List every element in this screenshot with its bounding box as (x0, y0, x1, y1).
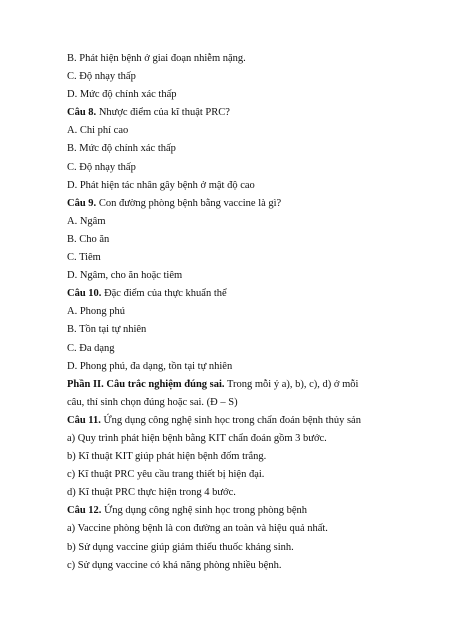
q7-option-b: B. Phát hiện bệnh ở giai đoạn nhiễm nặng. (67, 53, 246, 64)
q11-item-a: a) Quy trình phát hiện bệnh bằng KIT chẩn đoán gồm 3 bước. (67, 432, 327, 444)
q10-option-d: D. Phong phú, đa dạng, tồn tại tự nhiên (67, 360, 233, 372)
question-8 (67, 104, 393, 122)
q9-option-b: B. Cho ăn (67, 233, 110, 245)
q11-item-b: b) Kĩ thuật KIT giúp phát hiện bệnh đốm trắng. (67, 451, 267, 463)
question-9-text: Con đường phòng bệnh bằng vaccine là gì? (96, 197, 282, 209)
part-2-instruction-line2: câu, thí sinh chọn đúng hoặc sai. (Đ – S) (67, 396, 238, 408)
part-2-instruction-line1: Trong mỗi ý a), b), c), d) ở mỗi (224, 378, 359, 390)
q12-item-c: c) Sử dụng vaccine có khả năng phòng nhiều bệnh. (67, 559, 282, 571)
question-10 (67, 285, 393, 303)
q8-option-c: C. Độ nhạy thấp (67, 161, 136, 173)
question-12-label: Câu 12. (67, 505, 102, 517)
q9-option-c: C. Tiêm (67, 252, 101, 264)
q10-option-a: A. Phong phú (67, 306, 126, 318)
q11-item-d: d) Kĩ thuật PRC thực hiện trong 4 bước. (67, 487, 236, 499)
question-8-label: Câu 8. (67, 107, 97, 119)
question-9 (67, 195, 393, 213)
q9-option-d: D. Ngâm, cho ăn hoặc tiêm (67, 270, 183, 282)
q10-option-b: B. Tồn tại tự nhiên (67, 324, 147, 336)
part-2-label: Phần II. Câu trắc nghiệm đúng sai. (67, 378, 225, 390)
question-10-label: Câu 10. (67, 288, 102, 300)
question-9-label: Câu 9. (67, 197, 97, 209)
q10-option-c: C. Đa dạng (67, 342, 115, 354)
question-10-text: Đặc điểm của thực khuẩn thể (101, 288, 227, 300)
q7-option-d: D. Mức độ chính xác thấp (67, 89, 177, 101)
q12-item-a: a) Vaccine phòng bệnh là con đường an toàn và hiệu quả nhất. (67, 523, 328, 535)
question-12-text: Ứng dụng công nghệ sinh học trong phòng bệnh (101, 505, 308, 517)
q8-option-d: D. Phát hiện tác nhân gây bệnh ở mật độ cao (67, 179, 255, 191)
question-12 (67, 502, 393, 520)
question-11 (67, 412, 393, 430)
q12-item-b: b) Sử dụng vaccine giúp giảm thiểu thuốc kháng sinh. (67, 541, 294, 553)
part-2-heading (67, 376, 393, 394)
q11-item-c: c) Kĩ thuật PRC yêu cầu trang thiết bị hiện đại. (67, 469, 265, 481)
q8-option-a: A. Chi phí cao (67, 125, 129, 137)
question-11-label: Câu 11. (67, 414, 101, 426)
document-content (67, 50, 393, 575)
question-8-text: Nhược điểm của kĩ thuật PRC? (96, 107, 230, 119)
question-11-text: Ứng dụng công nghệ sinh học trong chẩn đoán bệnh thủy sản (100, 414, 361, 426)
q8-option-b: B. Mức độ chính xác thấp (67, 143, 176, 155)
q7-option-c: C. Độ nhạy thấp (67, 71, 136, 83)
q9-option-a: A. Ngâm (67, 215, 106, 227)
